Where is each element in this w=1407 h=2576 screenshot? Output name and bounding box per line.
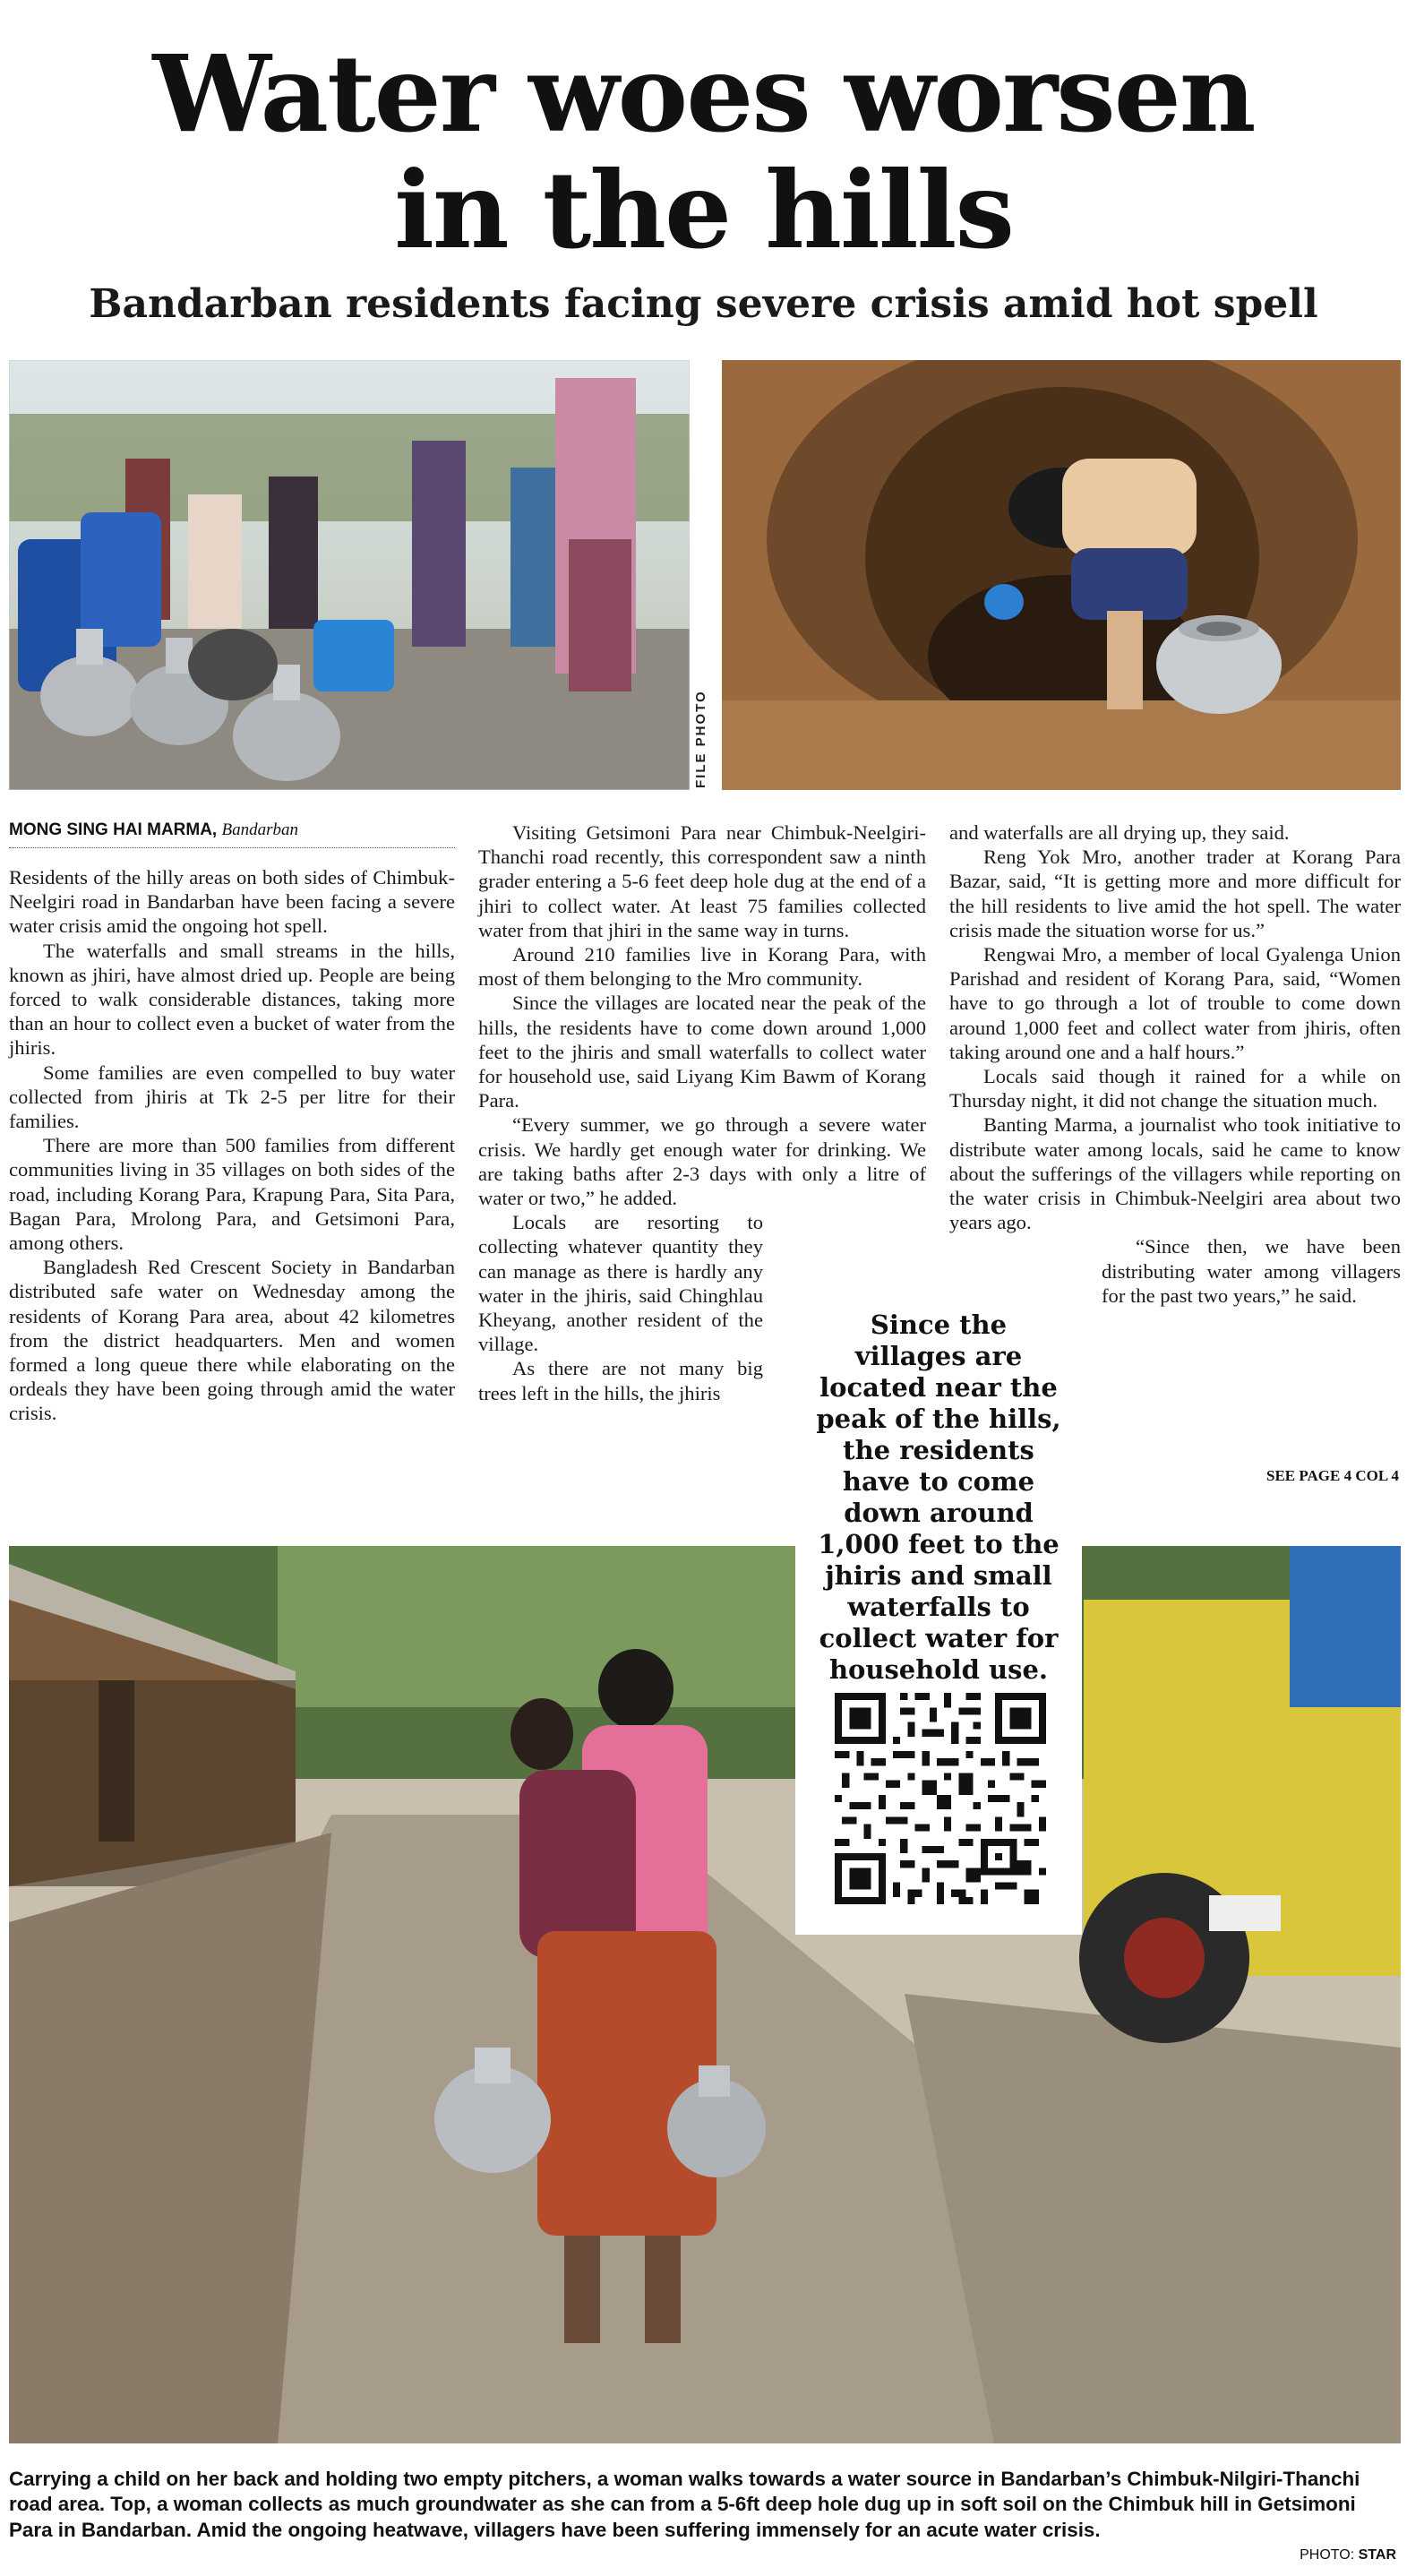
- headline: [0, 31, 1407, 272]
- headline-line-1: Water woes worsen: [152, 31, 1255, 156]
- article-paragraph: As there are not many big trees left in the hills, the jhiris: [478, 1357, 763, 1404]
- article-paragraph: and waterfalls are all drying up, they said.: [949, 821, 1290, 844]
- article-paragraph: Rengwai Mro, a member of local Gyalenga Union Parishad and resident of Korang Para, said, “Women have to go through a lot of trouble to come down around 1,000 feet and collect water from jhiris, often taking around one and a half hours.”: [949, 943, 1401, 1063]
- article-paragraph: Some families are even compelled to buy water collected from jhiris at Tk 2-5 per litre for their families.: [9, 1060, 455, 1133]
- subheadline: Bandarban residents facing severe crisis amid hot spell: [89, 281, 1318, 327]
- byline: [9, 820, 455, 848]
- photo-water-queue: [9, 360, 690, 790]
- pull-quote-box: [795, 1290, 1082, 1935]
- photo-credit: [1298, 2547, 1398, 2563]
- article-paragraph: “Since then, we have been distributing water among villagers for the past two years,” he said.: [1102, 1235, 1401, 1307]
- article-paragraph: Banting Marma, a journalist who took initiative to distribute water among locals, said he came to know about the sufferings of the villagers while reporting on the water crisis in Chimbuk-Neelgiri area about two years ago.: [949, 1113, 1401, 1234]
- photo-woman-with-child-and-pitchers: [9, 1546, 1401, 2443]
- headline-line-2: in the hills: [394, 148, 1013, 272]
- article-paragraph: Since the villages are located near the peak of the hills, the residents have to come down around 1,000 feet to the jhiris and small waterfalls to collect water for household use, said Liyang Kim Bawm of Korang Para.: [478, 992, 926, 1112]
- photo-girl-collecting-groundwater: [722, 360, 1401, 790]
- qr-code-icon[interactable]: [835, 1693, 1046, 1904]
- article-paragraph: Bangladesh Red Crescent Society in Bandarban distributed safe water on Wednesday among the residents of Korang Para area, about 42 kilometres from the district headquarters. Men and women formed a long queue there while elaborating on the ordeals they have been going through amid the water crisis.: [9, 1256, 455, 1425]
- article-paragraph: Residents of the hilly areas on both sides of Chimbuk-Neelgiri road in Bandarban have been facing a severe water crisis amid the ongoing hot spell.: [9, 866, 455, 938]
- article-column-1: [9, 865, 455, 1426]
- pull-quote: Since the villages are located near the peak of the hills, the residents have to come down around 1,000 feet to the jhiris and small waterfalls to collect water for household use.: [816, 1309, 1061, 1685]
- photo-credit-source: STAR: [1358, 2547, 1396, 2563]
- byline-author: MONG SING HAI MARMA,: [9, 820, 218, 839]
- photo-caption: Carrying a child on her back and holding two empty pitchers, a woman walks towards a water source in Bandarban’s Chimbuk-Nilgiri-Thanchi road area. Top, a woman collects as much groundwater as she can from a 5-6ft deep hole dug up in soft soil on the Chimbuk hill in Getsimoni Para in Bandarban. Amid the ongoing heatwave, villagers have been suffering immensely for an acute water crisis.: [9, 2468, 1360, 2541]
- article-paragraph: Locals are resorting to collecting whatever quantity they can manage as there is hardly any water in the jhiris, said Chinghlau Kheyang, another resident of the village.: [478, 1211, 763, 1356]
- article-paragraph: The waterfalls and small streams in the hills, known as jhiri, have almost dried up. People are being forced to walk considerable distances, taking more than an hour to collect even a bucket of water from the jhiris.: [9, 939, 455, 1060]
- article-paragraph: “Every summer, we go through a severe water crisis. We hardly get enough water for drinking. We are taking baths after 2-3 days with only a litre of water or two,” he added.: [478, 1113, 926, 1210]
- article-paragraph: Reng Yok Mro, another trader at Korang Para Bazar, said, “It is getting more and more difficult for the hill residents to live amid the hot spell. The water crisis made the situation worse for us.”: [949, 846, 1401, 941]
- article-paragraph: Around 210 families live in Korang Para, with most of them belonging to the Mro community.: [478, 943, 926, 991]
- file-photo-credit: FILE PHOTO: [693, 690, 708, 788]
- article-paragraph: Visiting Getsimoni Para near Chimbuk-Neelgiri-Thanchi road recently, this correspondent saw a ninth grader entering a 5-6 feet deep hole dug at the end of a jhiri to collect water. At least 75 families collected water from that jhiri in the same way in turns.: [478, 821, 926, 941]
- jump-line: SEE PAGE 4 COL 4: [1266, 1467, 1399, 1484]
- article-paragraph: Locals said though it rained for a while on Thursday night, it did not change the situation much.: [949, 1065, 1401, 1112]
- byline-location: Bandarban: [221, 820, 298, 839]
- article-column-3: [949, 820, 1401, 1308]
- photo-credit-label: PHOTO:: [1300, 2547, 1355, 2563]
- article-paragraph: There are more than 500 families from different communities living in 35 villages on both sides of the road, including Korang Para, Krapung Para, Sita Para, Bagan Para, Mrolong Para, and Getsimoni Para, among others.: [9, 1134, 455, 1255]
